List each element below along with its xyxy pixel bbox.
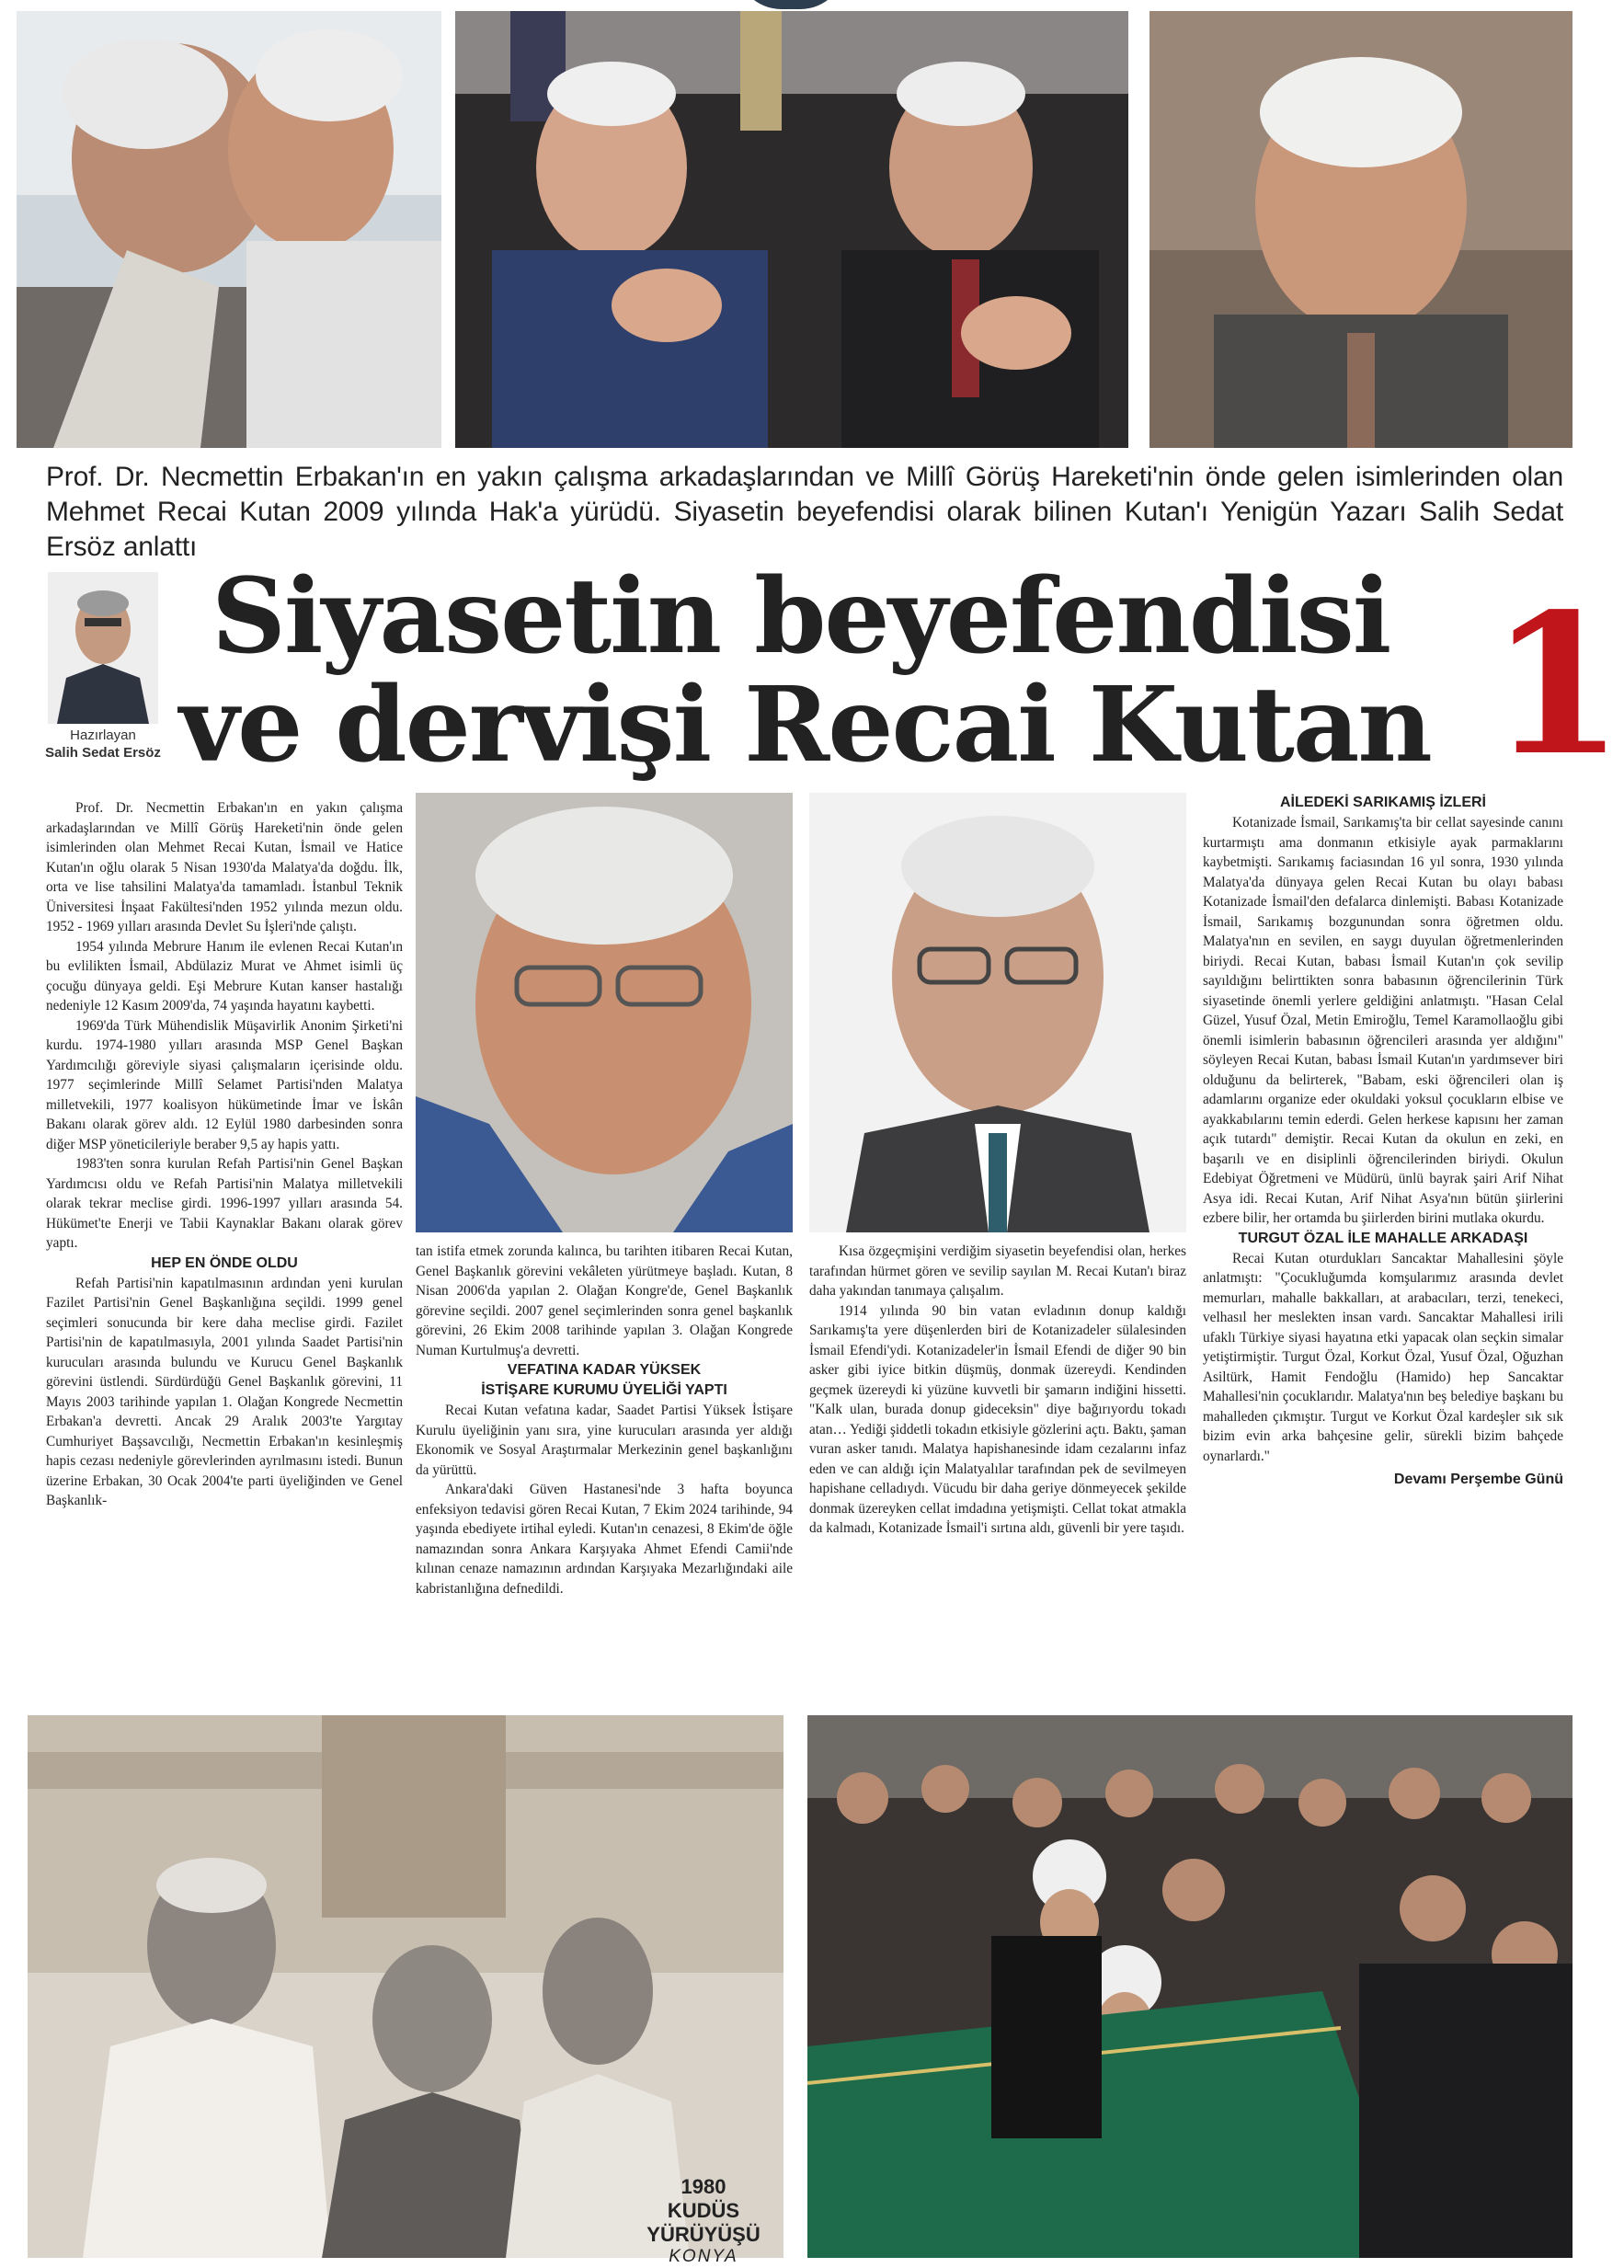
continued-note: Devamı Perşembe Günü <box>1393 1472 1563 1487</box>
paragraph: 1914 yılında 90 bin vatan evladının donup kaldığı Sarıkamış'ta yere düşenlerden biri de Kotanizadeler sülalesinden İsmail Efendi'ydi. Kotanizadeler'in İsmail Efendi de diğer 90 bin asker gibi iyice bitkin düşmüş, donmak üzereydi. Kendinden geçmek üzereydi ki yüzüne kuvvetli bir şamarın indiğini hissetti. "Kalk ulan, burada donup gideceksin" diye bağırıyordu tokadı atan… Yediği şiddetli tokadın etkisiyle gözlerini açtı. Baktı, şaman vuran asker tanıdı. Malatya hapishanesinde idam cezalarını infaz eden ve can aldığı için Malatyalılar tarafından pek de sevilmeyen hapishane celladıydı. Vücudu bir daha geriye dönmeyecek şekilde donmak üzereyken cellat imdadına yetişmişti. Cellat tokat atmakla da kalmadı, Kotanizade İsmail'i sırtına aldı, güvenli bir yere taşıdı. <box>809 1302 1186 1536</box>
paragraph: Refah Partisi'nin kapatılmasının ardından yeni kurulan Fazilet Partisi'nin Genel Başkanlığına seçildi. 1999 genel seçimleri sonucunda bir kere daha meclise girdi. Fazilet Partisi'nin de kapatılmasıyla, 2001 yılında Saadet Partisi'nin kurucuları arasında bulundu ve Kurucu Genel Başkanlık görevini üstlendi. Sürdürdüğü Genel Başkanlık görevini, 11 Mayıs 2003 tarihinde yapılan 1. Olağan Kongrede Necmettin Erbakan'a devretti. Ancak 29 Aralık 2003'te Yargıtay Cumhuriyet Başsavcılığı, Necmettin Erbakan'ın kesinleşmiş hapis cezası nedeniyle görevlerinden ayrılmasını istedi. Bunun üzerine Erbakan, 30 Ocak 2004'te parti üyeliğinden ve Genel Başkanlık- <box>46 1275 403 1508</box>
article-column-1 <box>46 798 403 1511</box>
lead-summary: Prof. Dr. Necmettin Erbakan'ın en yakın çalışma arkadaşlarından ve Millî Görüş Hareketi'nin önde gelen isimlerinden olan Mehmet Recai Kutan 2009 yılında Hak'a yürüdü. Siyasetin beyefendisi olarak bilinen Kutan'ı Yenigün Yazarı Salih Sedat Ersöz anlattı <box>46 462 1563 562</box>
article-column-4 <box>1203 793 1563 1490</box>
subheading: İSTİŞARE KURUMU ÜYELİĞİ YAPTI <box>481 1382 727 1398</box>
paragraph: Kotanizade İsmail, Sarıkamış'ta bir cellat sayesinde canını kurtarmıştı ama donmanın etkisiyle ayak parmaklarını kaybetmişti. Sarıkamış faciasından 16 yıl sonra, 1930 yılında Malatya'da dünyaya gelen Recai Kutan bu olayı babası Kotanizade İsmail'den defalarca dinlemişti. Babası Kotanizade İsmail, Sarıkamış bozgunundan sonra öğretmen oldu. Malatya'nın en sevilen, en saygı duyulan öğretmenlerinden biriydi. Recai Kutan, babası İsmail Kutan'ın çok sevilip sayıldığını belirttikten sonra babasının öğrencilerinin Türk siyasetinde önemli yerlere geldiğini anlatmıştı. "Hasan Celal Güzel, Yusuf Özal, Metin Emiroğlu, Temel Karamollaoğlu gibi önemli isimlerin babasının öğrencileri arasında yer aldığını" söyleyen Recai Kutan, babası İsmail Kutan'ın yardımsever biri olduğunu da belirterek, "Babam, eski öğrencileri olan iş adamlarını organize eder okuldaki yoksul çocukların elbise ve ayakkabılarını temin ederdi. Gelen herkese kapısını her zaman açık tutardı" demiştir. Recai Kutan da okulun en zeki, en başarılı ve en disiplinli öğrencilerinden biriydi. Okulun Edebiyat Öğretmeni ve Müdürü, ünlü bayrak şairi Arif Nihat Asya idi. Recai Kutan, Arif Nihat Asya'nın bütün şiirlerini ezbere bilir, her ortamda bu şiirlerden birini mutlaka okurdu. <box>1203 815 1563 1226</box>
photo-caption <box>644 2175 763 2267</box>
masthead-ornament <box>736 0 846 9</box>
caption-line-1: 1980 KUDÜS <box>667 2175 740 2222</box>
subheading: AİLEDEKİ SARIKAMIŞ İZLERİ <box>1279 795 1486 810</box>
byline-label: Hazırlayan <box>70 727 136 743</box>
article-column-3 <box>809 1242 1186 1539</box>
photo-portrait-elderly <box>1149 11 1573 448</box>
subheading: TURGUT ÖZAL İLE MAHALLE ARKADAŞI <box>1238 1230 1528 1246</box>
photo-applause <box>455 11 1128 448</box>
paragraph: Ankara'daki Güven Hastanesi'nde 3 hafta boyunca enfeksiyon tedavisi gören Recai Kutan, 7 Ekim 2024 tarihinde, 94 yaşında ebediyete irtihal eyledi. Kutan'ın cenazesi, 8 Ekim'de öğle namazından sonra Ankara Karşıyaka Ahmet Efendi Camii'nde kılınan cenaze namazının ardından Karşıyaka Mezarlığındaki aile kabristanlığına defnedildi. <box>416 1482 793 1597</box>
byline <box>39 727 167 762</box>
headline-line-2: ve dervişi Recai Kutan <box>179 665 1431 785</box>
caption-line-2: YÜRÜYÜŞÜ <box>646 2223 761 2246</box>
paragraph: 1954 yılında Mebrure Hanım ile evlenen Recai Kutan'ın bu evlilikten İsmail, Abdülaziz Murat ve Ahmet isimli üç çocuğu dünyaya geldi. Eşi Mebrure Kutan kanser hastalığı nedeniyle 12 Kasım 2009'da, 74 yaşında hayatını kaybetti. <box>46 938 403 1014</box>
photo-portrait-suit <box>809 793 1186 1232</box>
subheading: VEFATINA KADAR YÜKSEK <box>507 1362 702 1378</box>
author-photo <box>48 572 158 724</box>
byline-author: Salih Sedat Ersöz <box>45 745 161 761</box>
paragraph: 1983'ten sonra kurulan Refah Partisi'nin Genel Başkan Yardımcısı oldu ve Refah Partisi'nin Malatya milletvekili olarak tekrar meclise girdi. 1996-1997 yılları arasında 54. Hükümet'te Enerji ve Tabii Kaynaklar Bakanı olarak görev yaptı. <box>46 1156 403 1251</box>
paragraph: tan istifa etmek zorunda kalınca, bu tarihten itibaren Recai Kutan, Genel Başkanlık görevini vekâleten yürütmeye başladı. Kutan, 8 Nisan 2006'da yapılan 2. Olağan Kongre'de, Genel Başkanlık görevine seçildi. 2007 genel seçimlerinden sonra genel başkanlık görevini, 26 Ekim 2008 tarihinde yapılan 3. Olağan Kongrede Numan Kurtulmuş'a devretti. <box>416 1243 793 1358</box>
photo-funeral-prayer <box>807 1715 1573 2258</box>
headline <box>179 556 1485 785</box>
photo-portrait-smiling <box>416 793 793 1232</box>
paragraph: Recai Kutan oturdukları Sancaktar Mahallesini şöyle anlatmıştı: "Çocukluğumda komşularımız arasında devlet memurları, mahalle bakkalları, at arabacıları, terzi, tenekeci, velhasıl her meslekten insan vardı. Sancaktar Mahallesi irili ufaklı Türkiye siyasi hayatına etki yapacak olan seçkin simalar yetiştirmiştir. Turgut Özal, Korkut Özal, Yusuf Özal, Oğuzhan Asiltürk, Hamit Fendoğlu (Hamido) hep Sancaktar Mahallesi'nin çocuklarıdır. Malatya'nın beş belediye başkanı bu mahalleden çıkmıştır. Turgut ve Korkut Özal kardeşler sık sık bizim evin arka bahçesine gelir, sürekli bizim bahçede oynarlardı." <box>1203 1250 1563 1464</box>
caption-line-3: KONYA <box>669 2247 738 2266</box>
paragraph: Kısa özgeçmişini verdiğim siyasetin beyefendisi olan, herkes tarafından hürmet gören ve sevilip sayılan M. Recai Kutan'ı biraz daha yakından tanımaya çalışalım. <box>809 1243 1186 1299</box>
headline-line-1: Siyasetin beyefendisi <box>212 556 1390 677</box>
subheading: HEP EN ÖNDE OLDU <box>151 1254 298 1271</box>
paragraph: 1969'da Türk Mühendislik Müşavirlik Anonim Şirketi'ni kurdu. 1974-1980 yılları arasında MSP Genel Başkan Yardımcılığı göreviyle siyasi çalışmaların içerisinde oldu. 1977 seçimlerinde Millî Selamet Partisi'nden Malatya milletvekili, 1977 koalisyon hükümetinde İmar ve İskân Bakanı olarak görev aldı. 12 Eylül 1980 darbesinden sonra diğer MSP yöneticileriyle beraber 9,5 ay hapis yattı. <box>46 1017 403 1152</box>
paragraph: Prof. Dr. Necmettin Erbakan'ın en yakın çalışma arkadaşlarından ve Millî Görüş Hareketi'nin önde gelen isimlerinden olan Mehmet Recai Kutan, İsmail ve Hatice Kutan'ın oğlu olarak 5 Nisan 1930'da Malatya'da doğdu. İlk, orta ve lise tahsilini Malatya'da tamamladı. İstanbul Teknik Üniversitesi İnşaat Fakültesi'nden 1952 yılında mezun oldu. 1952 - 1969 yılları arasında Devlet Su İşleri'nde çalıştı. <box>46 800 403 934</box>
series-number: 1 <box>1490 571 1624 798</box>
paragraph: Recai Kutan vefatına kadar, Saadet Partisi Yüksek İstişare Kurulu üyeliğinin yanı sıra, yine kurucuları arasında yer aldığı Ekonomik ve Sosyal Araştırmalar Merkezinin genel başkanlığını da yürüttü. <box>416 1403 793 1478</box>
photo-embrace <box>17 11 441 448</box>
article-column-2 <box>416 1242 793 1598</box>
